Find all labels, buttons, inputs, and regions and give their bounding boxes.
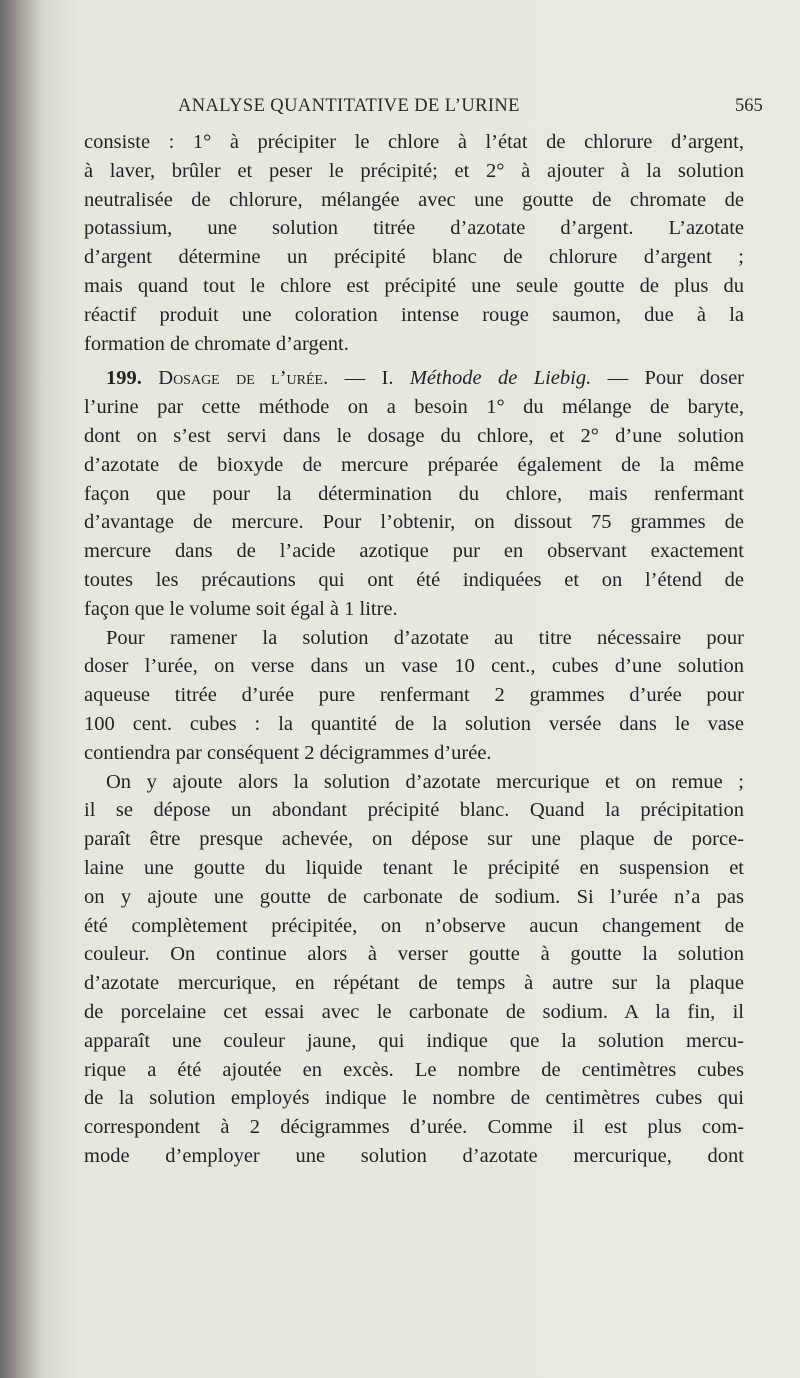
text-line: façon que pour la détermination du chlore, mais renfermant [84, 482, 744, 505]
section-dash: — I. [344, 367, 394, 390]
section-lead: — Pour doser [607, 367, 745, 390]
text-line: à laver, brûler et peser le précipité; et 2° à ajouter à la solution [84, 159, 744, 182]
section-title: Dosage de l’urée. [158, 367, 329, 390]
section-199 [84, 364, 744, 623]
text-line: rique a été ajoutée en excès. Le nombre de centimètres cubes [84, 1058, 744, 1081]
text-line: réactif produit une coloration intense rouge saumon, due à la [84, 303, 744, 326]
text-line: neutralisée de chlorure, mélangée avec une goutte de chromate de [84, 188, 744, 211]
text-line: contiendra par conséquent 2 décigrammes d’urée. [84, 741, 492, 764]
paragraph-4 [84, 768, 744, 1171]
text-line: consiste : 1° à précipiter le chlore à l’état de chlorure d’argent, [84, 131, 744, 153]
section-number: 199. [106, 367, 142, 390]
text-line: il se dépose un abondant précipité blanc. Quand la précipitation [84, 799, 744, 822]
text-line: de porcelaine cet essai avec le carbonate de sodium. A la fin, il [84, 1000, 744, 1023]
text-line: été complètement précipitée, on n’observe aucun changement de [84, 914, 744, 937]
text-line: laine une goutte du liquide tenant le précipité en suspension et [84, 856, 744, 879]
section-heading-line [84, 364, 744, 393]
text-line: d’argent détermine un précipité blanc de chlorure d’argent ; [84, 246, 744, 269]
text-line: Pour ramener la solution d’azotate au titre nécessaire pour [106, 626, 744, 649]
text-line: correspondent à 2 décigrammes d’urée. Comme il est plus com- [84, 1116, 744, 1139]
text-line: couleur. On continue alors à verser goutte à goutte la solution [84, 943, 744, 966]
text-line: apparaît une couleur jaune, qui indique que la solution mercu- [84, 1029, 744, 1052]
text-line: d’azotate de bioxyde de mercure préparée également de la même [84, 453, 744, 476]
text-line: l’urine par cette méthode on a besoin 1° du mélange de baryte, [84, 396, 744, 419]
text-line: aqueuse titrée d’urée pure renfermant 2 grammes d’urée pour [84, 684, 744, 707]
page-number: 565 [735, 96, 763, 116]
text-line: 100 cent. cubes : la quantité de la solution versée dans le vase [84, 712, 744, 735]
method-title: Méthode de Liebig. [409, 367, 592, 390]
running-title: ANALYSE QUANTITATIVE DE L’URINE [178, 96, 520, 116]
paragraph-3 [84, 624, 744, 768]
text-line: formation de chromate d’argent. [84, 332, 349, 355]
binding-shadow [0, 0, 40, 1378]
text-line: façon que le volume soit égal à 1 litre. [84, 597, 398, 620]
page-header [0, 96, 800, 126]
text-line: dont on s’est servi dans le dosage du chlore, et 2° d’une solution [84, 424, 744, 447]
text-line: d’azotate mercurique, en répétant de temps à autre sur la plaque [84, 972, 744, 995]
text-line: mode d’employer une solution d’azotate mercurique, dont [84, 1144, 744, 1167]
text-line: d’avantage de mercure. Pour l’obtenir, on dissout 75 grammes de [84, 511, 744, 534]
paragraph-1 [84, 128, 744, 358]
text-line: on y ajoute une goutte de carbonate de sodium. Si l’urée n’a pas [84, 885, 744, 908]
text-line: toutes les précautions qui ont été indiquées et on l’étend de [84, 568, 744, 591]
body-text [84, 128, 744, 1171]
text-line: mais quand tout le chlore est précipité une seule goutte de plus du [84, 274, 744, 297]
text-line: de la solution employés indique le nombre de centimètres cubes qui [84, 1087, 744, 1110]
text-line: On y ajoute alors la solution d’azotate mercurique et on remue ; [106, 770, 744, 793]
text-line: paraît être presque achevée, on dépose sur une plaque de porce- [84, 828, 744, 851]
text-line: doser l’urée, on verse dans un vase 10 cent., cubes d’une solution [84, 655, 744, 678]
text-line: potassium, une solution titrée d’azotate d’argent. L’azotate [84, 217, 744, 240]
text-line: mercure dans de l’acide azotique pur en observant exactement [84, 540, 744, 563]
